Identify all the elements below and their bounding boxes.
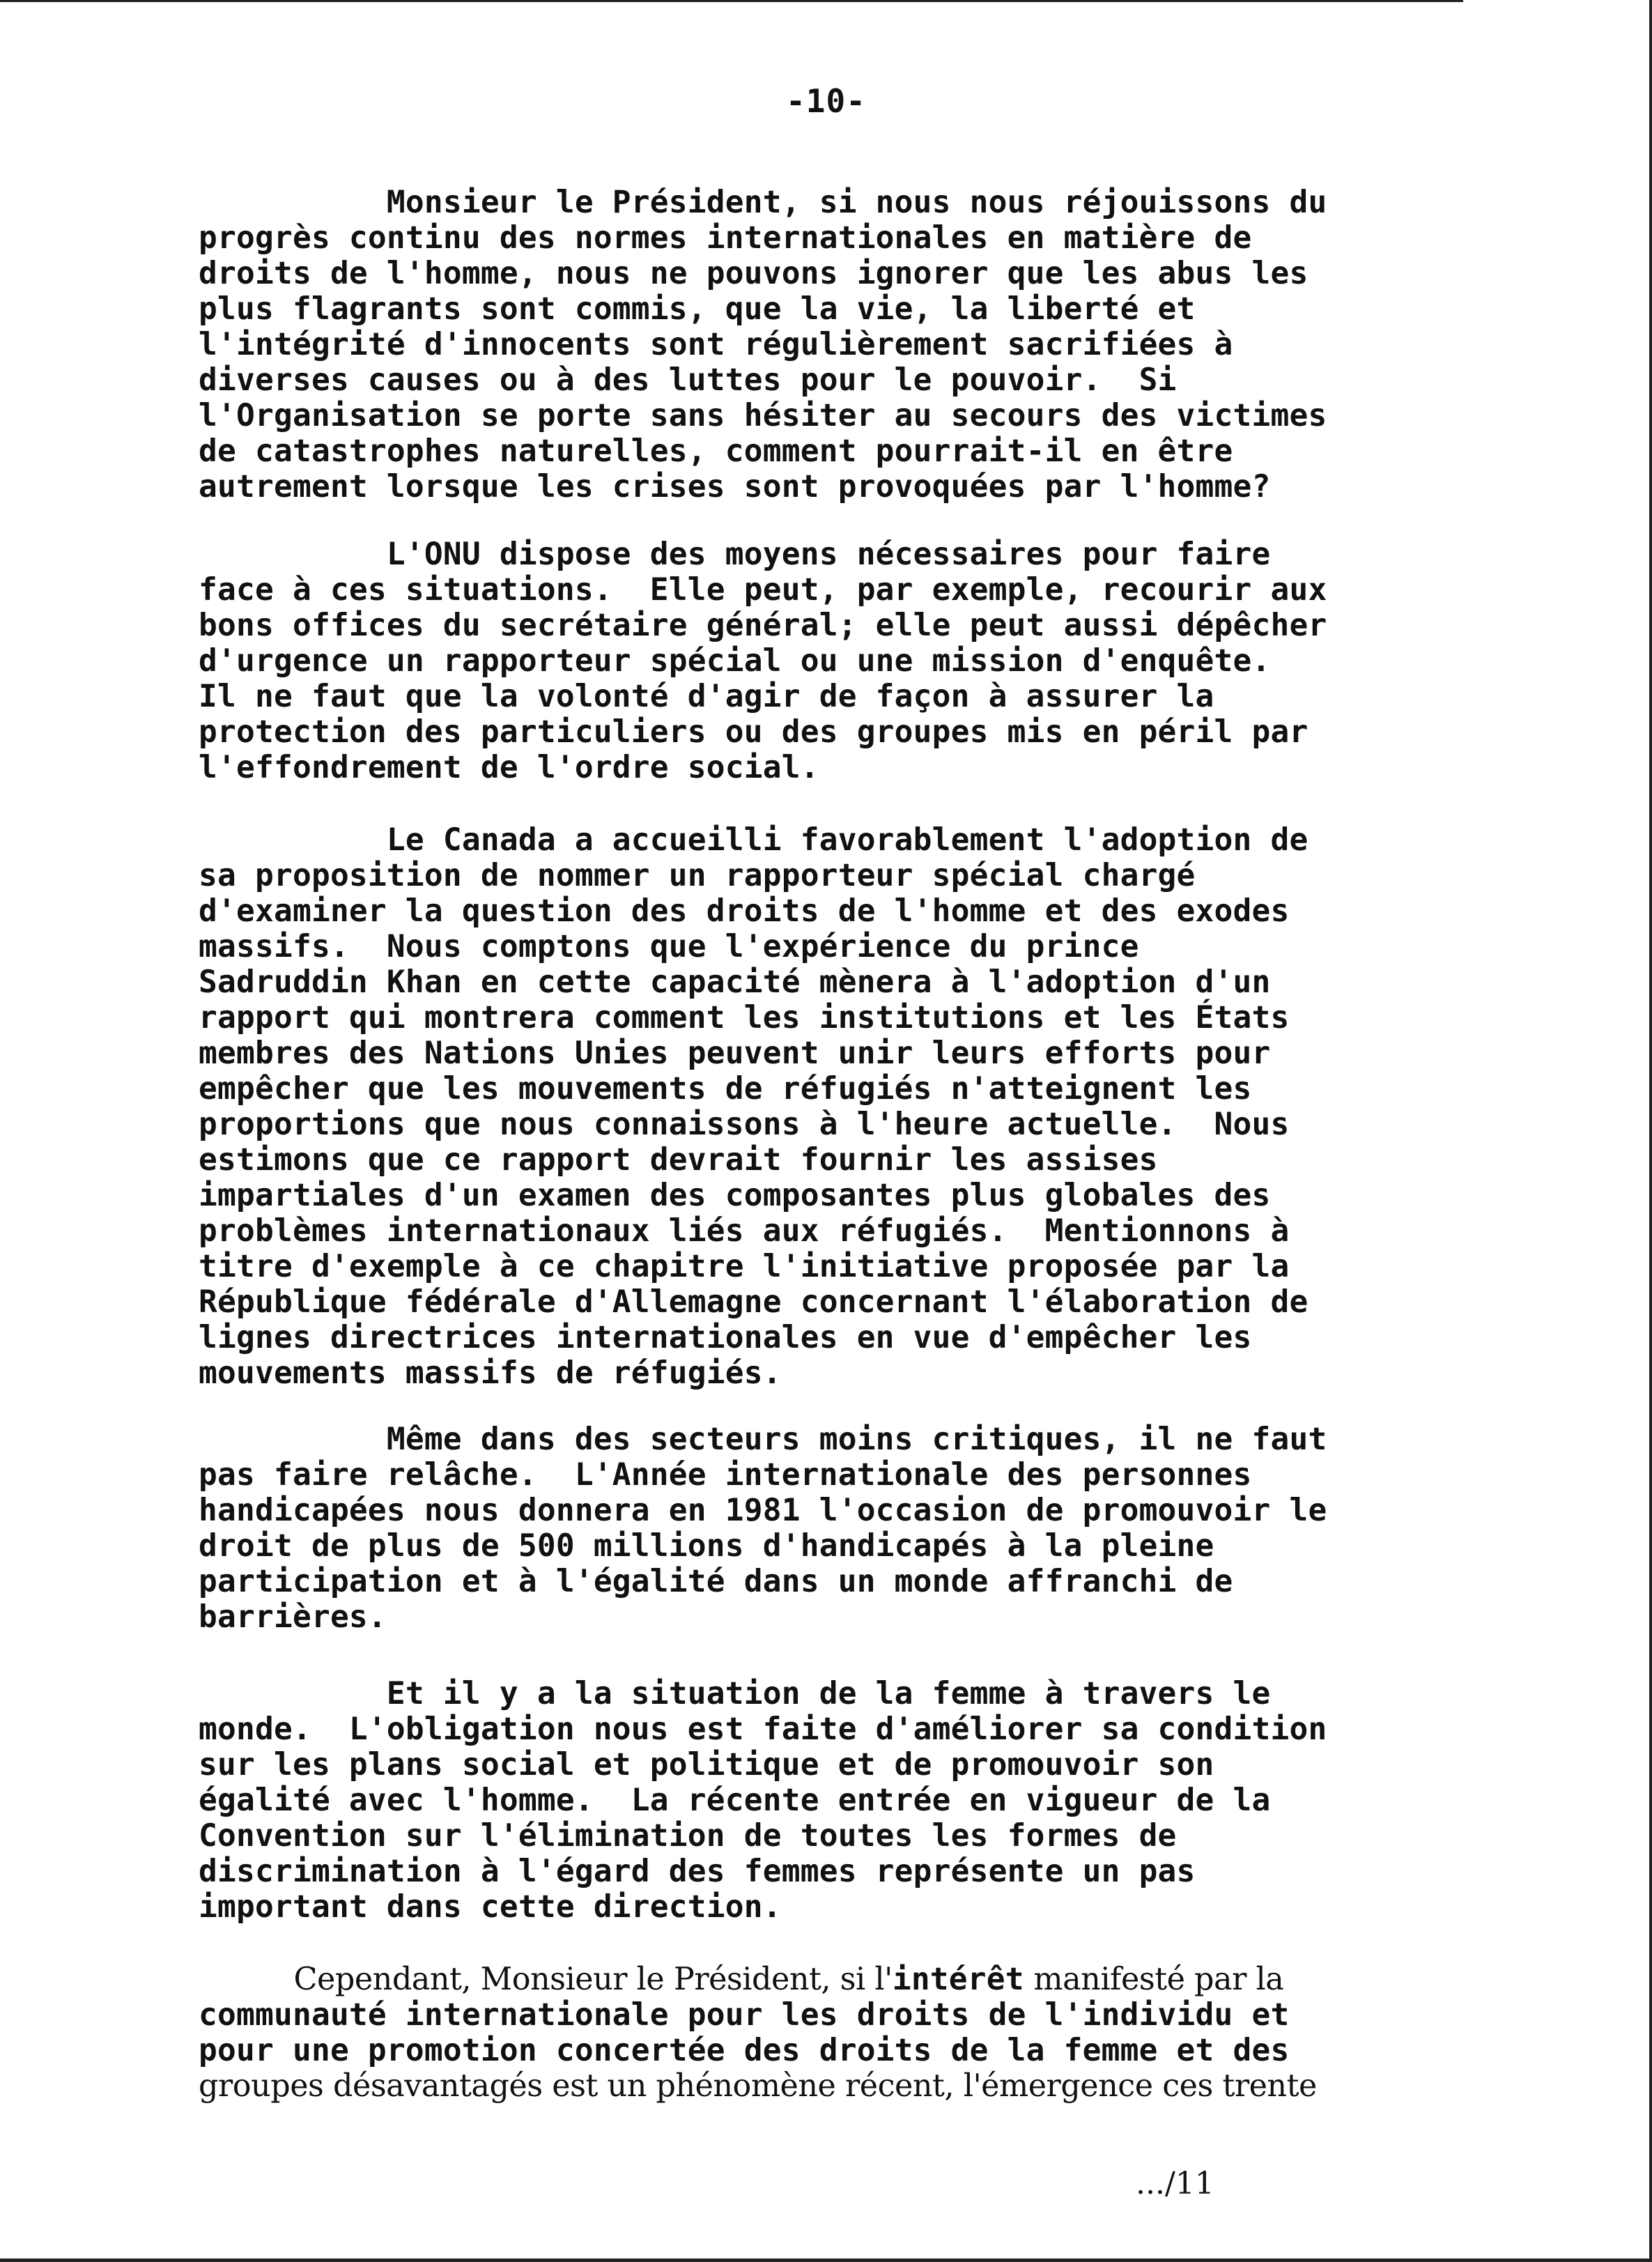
paragraph-6-line-3: pour une promotion concertée des droits de la femme et des	[199, 2033, 1290, 2068]
page-border-bottom	[0, 2259, 1652, 2262]
page-border-top	[0, 0, 1463, 2]
paragraph-6-line-1c: manifesté par la	[1024, 1962, 1284, 1997]
paragraph-6-line-2: communauté internationale pour les droits de l'individu et	[199, 1997, 1290, 2033]
paragraph-6-line-1b: intérêt	[892, 1962, 1024, 1997]
paragraph-3: Le Canada a accueilli favorablement l'adoption de sa proposition de nommer un rapporteur spécial chargé d'examiner la question des droits de l'homme et des exodes massifs. Nous comptons que l'expérience du prince Sadruddin Khan en cette capacité mènera à l'adoption d'un rapport qui montrera comment les institutions et les États membres des Nations Unies peuvent unir leurs efforts pour empêcher que les mouvements de réfugiés n'atteignent les proportions que nous connaissons à l'heure actuelle. Nous estimons que ce rapport devrait fournir les assises impartiales d'un examen des composantes plus globales des problèmes internationaux liés aux réfugiés. Mentionnons à titre d'exemple à ce chapitre l'initiative proposée par la République fédérale d'Allemagne concernant l'élaboration de lignes directrices internationales en vue d'empêcher les mouvements massifs de réfugiés.	[199, 822, 1309, 1391]
page-border-right	[1649, 0, 1652, 2262]
paragraph-5: Et il y a la situation de la femme à travers le monde. L'obligation nous est faite d'améliorer sa condition sur les plans social et politique et de promouvoir son égalité avec l'homme. La récente entrée en vigueur de la Convention sur l'élimination de toutes les formes de discrimination à l'égard des femmes représente un pas important dans cette direction.	[199, 1676, 1327, 1925]
paragraph-6-line-4: groupes désavantagés est un phénomène récent, l'émergence ces trente	[199, 2068, 1317, 2104]
paragraph-1: Monsieur le Président, si nous nous réjouissons du progrès continu des normes internationales en matière de droits de l'homme, nous ne pouvons ignorer que les abus les plus flagrants sont commis, que la vie, la liberté et l'intégrité d'innocents sont régulièrement sacrifiées à diverses causes ou à des luttes pour le pouvoir. Si l'Organisation se porte sans hésiter au secours des victimes de catastrophes naturelles, comment pourrait-il en être autrement lorsque les crises sont provoquées par l'homme?	[199, 185, 1327, 505]
paragraph-2: L'ONU dispose des moyens nécessaires pour faire face à ces situations. Elle peut, par exemple, recourir aux bons offices du secrétaire général; elle peut aussi dépêcher d'urgence un rapporteur spécial ou une mission d'enquête. Il ne faut que la volonté d'agir de façon à assurer la protection des particuliers ou des groupes mis en péril par l'effondrement de l'ordre social.	[199, 537, 1327, 785]
paragraph-6-line-1a: Cependant, Monsieur le Président, si l'	[199, 1962, 893, 1997]
paragraph-4: Même dans des secteurs moins critiques, il ne faut pas faire relâche. L'Année internationale des personnes handicapées nous donnera en 1981 l'occasion de promouvoir le droit de plus de 500 millions d'handicapés à la pleine participation et à l'égalité dans un monde affranchi de barrières.	[199, 1422, 1327, 1635]
page-number: -10-	[786, 82, 866, 120]
paragraph-6	[199, 1962, 1564, 2104]
continuation-marker: .../11	[1136, 2166, 1214, 2201]
